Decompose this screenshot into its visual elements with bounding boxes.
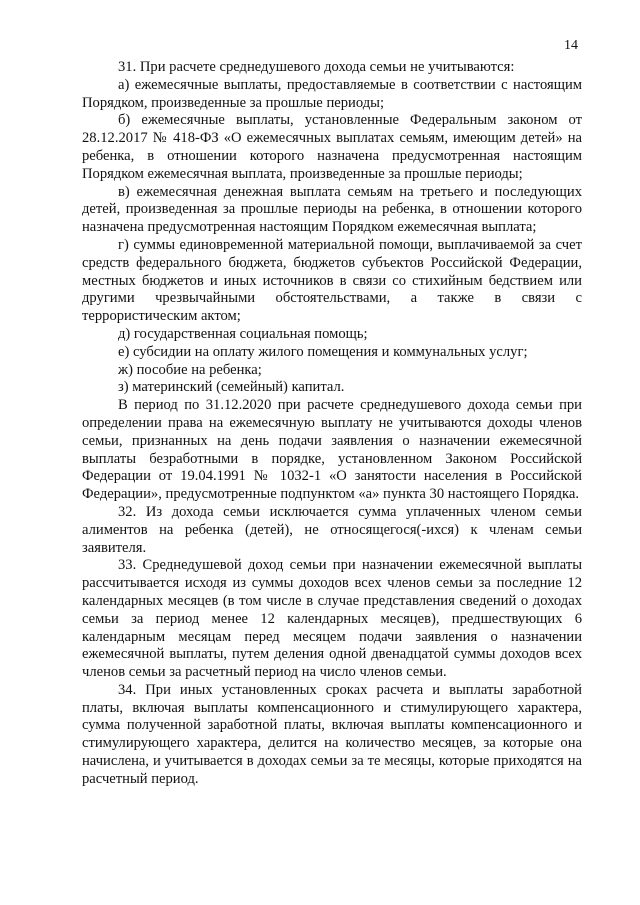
paragraph-2020-period: В период по 31.12.2020 при расчете среднедушевого дохода семьи при определении права на ежемесячную выплату не учитываются доходы членов семьи, признанных на день подачи заявления о назначении ежемесячной выплаты безработными в порядке, установленном Законом Российской Федерации от 19.04.1991 № 1032-1 «О занятости населения в Российской Федерации», предусмотренные подпунктом «а» пункта 30 настоящего Порядка. bbox=[82, 397, 582, 503]
paragraph-31-z: з) материнский (семейный) капитал. bbox=[118, 379, 345, 396]
page-number: 14 bbox=[564, 38, 578, 53]
paragraph-31-b: б) ежемесячные выплаты, установленные Федеральным законом от 28.12.2017 № 418-ФЗ «О ежемесячных выплатах семьям, имеющим детей» на ребенка, в отношении которого назначена предусмотренная настоящим Порядком ежемесячная выплата, произведенные за прошлые периоды; bbox=[82, 112, 582, 182]
paragraph-34: 34. При иных установленных сроках расчета и выплаты заработной платы, включая выплаты компенсационного и стимулирующего характера, сумма полученной заработной платы, включая выплаты компенсационного и стимулирующего характера, делится на количество месяцев, за которые она начислена, и учитывается в доходах семьи за те месяцы, которые приходятся на расчетный период. bbox=[82, 681, 582, 787]
paragraph-33: 33. Среднедушевой доход семьи при назначении ежемесячной выплаты рассчитывается исходя из суммы доходов всех членов семьи за последние 12 календарных месяцев (в том числе в случае представления сведений о доходах семьи за период менее 12 календарных месяцев), предшествующих 6 календарным месяцам перед месяцем подачи заявления о назначении ежемесячной выплаты, путем деления одной двенадцатой суммы доходов всех членов семьи за расчетный период на число членов семьи. bbox=[82, 557, 582, 681]
document-body bbox=[82, 59, 582, 789]
paragraph-31-d: д) государственная социальная помощь; bbox=[118, 325, 368, 342]
paragraph-31-v: в) ежемесячная денежная выплата семьям на третьего и последующих детей, произведенная за прошлые периоды на ребенка, в отношении которого назначена предусмотренная настоящим Порядком ежемесячная выплата; bbox=[82, 183, 582, 236]
paragraph-31-g: г) суммы единовременной материальной помощи, выплачиваемой за счет средств федерального бюджета, бюджетов субъектов Российской Федерации, местных бюджетов и иных источников в связи со стихийным бедствием или другими чрезвычайными обстоятельствами, а также в связи с террористическим актом; bbox=[82, 236, 582, 325]
paragraph-31-a: а) ежемесячные выплаты, предоставляемые в соответствии с настоящим Порядком, произведенные за прошлые периоды; bbox=[82, 76, 582, 111]
paragraph-32: 32. Из дохода семьи исключается сумма уплаченных членом семьи алиментов на ребенка (детей), не относящегося(-ихся) к членам семьи заявителя. bbox=[82, 503, 582, 556]
paragraph-31-heading: 31. При расчете среднедушевого дохода семьи не учитываются: bbox=[118, 59, 515, 75]
paragraph-31-zh: ж) пособие на ребенка; bbox=[118, 361, 262, 378]
paragraph-31-e: е) субсидии на оплату жилого помещения и коммунальных услуг; bbox=[118, 343, 528, 360]
